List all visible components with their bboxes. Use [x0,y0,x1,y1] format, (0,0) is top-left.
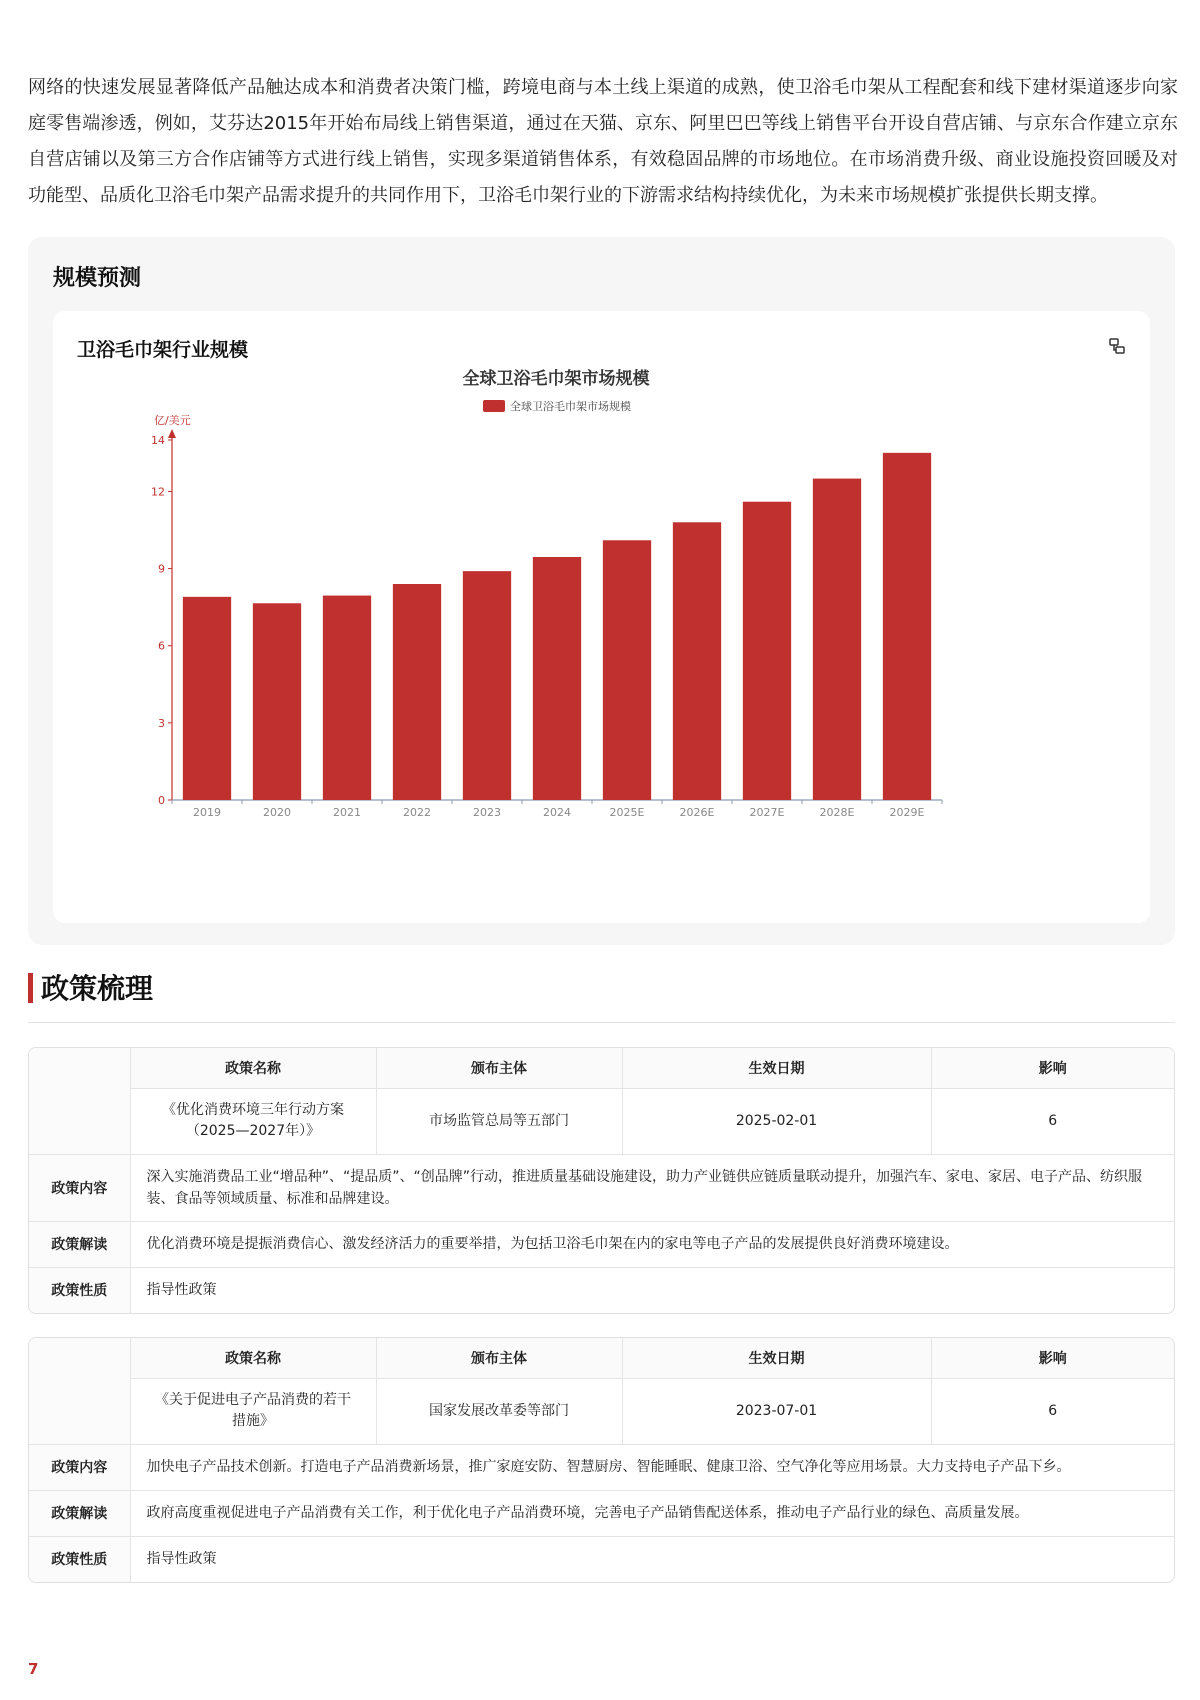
y-tick-label: 12 [151,485,165,499]
bar [393,584,441,800]
forecast-section-title: 规模预测 [53,266,142,291]
bar [323,596,371,800]
bar [603,540,651,800]
bar [533,557,581,800]
policy-section-header [28,965,1175,1023]
header-issuer: 颁布主体 [376,1048,622,1088]
x-tick-label: 2020 [263,806,291,819]
y-tick-label: 6 [158,639,165,653]
policy-issuer: 市场监管总局等五部门 [376,1088,622,1154]
policy-content: 深入实施消费品工业“增品种”、“提品质”、“创品牌”行动，推进质量基础设施建设，助力产业链供应链质量联动提升，加强汽车、家电、家居、电子产品、纺织服装、食品等领域质量、标准和品牌建设。 [130,1154,1174,1221]
chart-card-title: 卫浴毛巾架行业规模 [77,339,249,361]
header-issuer: 颁布主体 [376,1338,622,1378]
x-tick-label: 2021 [333,806,361,819]
x-tick-label: 2024 [543,806,571,819]
bar [253,603,301,800]
header-effective-date: 生效日期 [622,1048,931,1088]
header-policy-name: 政策名称 [130,1048,376,1088]
x-tick-label: 2026E [679,806,715,819]
forecast-panel [28,237,1175,945]
policy-date: 2023-07-01 [622,1378,931,1444]
bar [673,522,721,800]
legend-swatch [483,400,505,412]
bar [183,597,231,800]
chart-title: 全球卫浴毛巾架市场规模 [462,369,650,389]
policy-interpretation: 政府高度重视促进电子产品消费有关工作，利于优化电子产品消费环境，完善电子产品销售配送体系，推动电子产品行业的绿色、高质量发展。 [130,1490,1174,1536]
x-tick-label: 2029E [889,806,925,819]
policy-impact: 6 [931,1088,1174,1154]
y-tick-label: 9 [158,562,165,576]
bar [813,479,861,800]
header-impact: 影响 [931,1048,1174,1088]
legend-label: 全球卫浴毛巾架市场规模 [510,400,631,413]
header-policy-name: 政策名称 [130,1338,376,1378]
y-axis-arrow [168,429,176,438]
bar [883,453,931,800]
y-tick-label: 3 [158,716,165,730]
bar [463,571,511,800]
policy-impact: 6 [931,1378,1174,1444]
y-axis-label: 亿/美元 [154,414,191,427]
bar-chart [53,311,1150,923]
x-tick-label: 2025E [609,806,645,819]
policy-table [28,1337,1175,1583]
row-label-nature: 政策性质 [29,1536,130,1582]
y-tick-label: 14 [151,434,165,447]
bar [743,502,791,800]
header-impact: 影响 [931,1338,1174,1378]
x-tick-label: 2022 [403,806,431,819]
policy-date: 2025-02-01 [622,1088,931,1154]
x-tick-label: 2019 [193,806,221,819]
row-label-interpretation: 政策解读 [29,1221,130,1267]
table-corner-cell [29,1338,130,1444]
table-corner-cell [29,1048,130,1154]
policy-interpretation: 优化消费环境是提振消费信心、激发经济活力的重要举措，为包括卫浴毛巾架在内的家电等电子产品的发展提供良好消费环境建设。 [130,1221,1174,1267]
row-label-nature: 政策性质 [29,1267,130,1313]
policy-section-title: 政策梳理 [41,972,154,1005]
policy-issuer: 国家发展改革委等部门 [376,1378,622,1444]
page-number: 7 [28,1660,39,1678]
x-tick-label: 2023 [473,806,501,819]
row-label-interpretation: 政策解读 [29,1490,130,1536]
chart-card [53,311,1150,923]
y-tick-label: 0 [158,794,165,807]
header-effective-date: 生效日期 [622,1338,931,1378]
x-tick-label: 2028E [819,806,855,819]
policy-nature: 指导性政策 [130,1267,1174,1313]
policy-content: 加快电子产品技术创新。打造电子产品消费新场景，推广家庭安防、智慧厨房、智能睡眠、健康卫浴、空气净化等应用场景。大力支持电子产品下乡。 [130,1444,1174,1490]
section-accent-bar [28,973,33,1003]
policy-nature: 指导性政策 [130,1536,1174,1582]
x-tick-label: 2027E [749,806,785,819]
policy-table [28,1047,1175,1314]
intro-paragraph: 网络的快速发展显著降低产品触达成本和消费者决策门槛，跨境电商与本土线上渠道的成熟，使卫浴毛巾架从工程配套和线下建材渠道逐步向家庭零售端渗透，例如，艾芬达2015年开始布局线上销售渠道，通过在天猫、京东、阿里巴巴等线上销售平台开设自营店铺、与京东合作建立京东自营店铺以及第三方合作店铺等方式进行线上销售，实现多渠道销售体系，有效稳固品牌的市场地位。在市场消费升级、商业设施投资回暖及对功能型、品质化卫浴毛巾架产品需求提升的共同作用下，卫浴毛巾架行业的下游需求结构持续优化，为未来市场规模扩张提供长期支撑。 [28,77,1178,206]
policy-name: 《优化消费环境三年行动方案（2025—2027年）》 [130,1088,376,1154]
row-label-content: 政策内容 [29,1154,130,1221]
row-label-content: 政策内容 [29,1444,130,1490]
policy-name: 《关于促进电子产品消费的若干措施》 [130,1378,376,1444]
